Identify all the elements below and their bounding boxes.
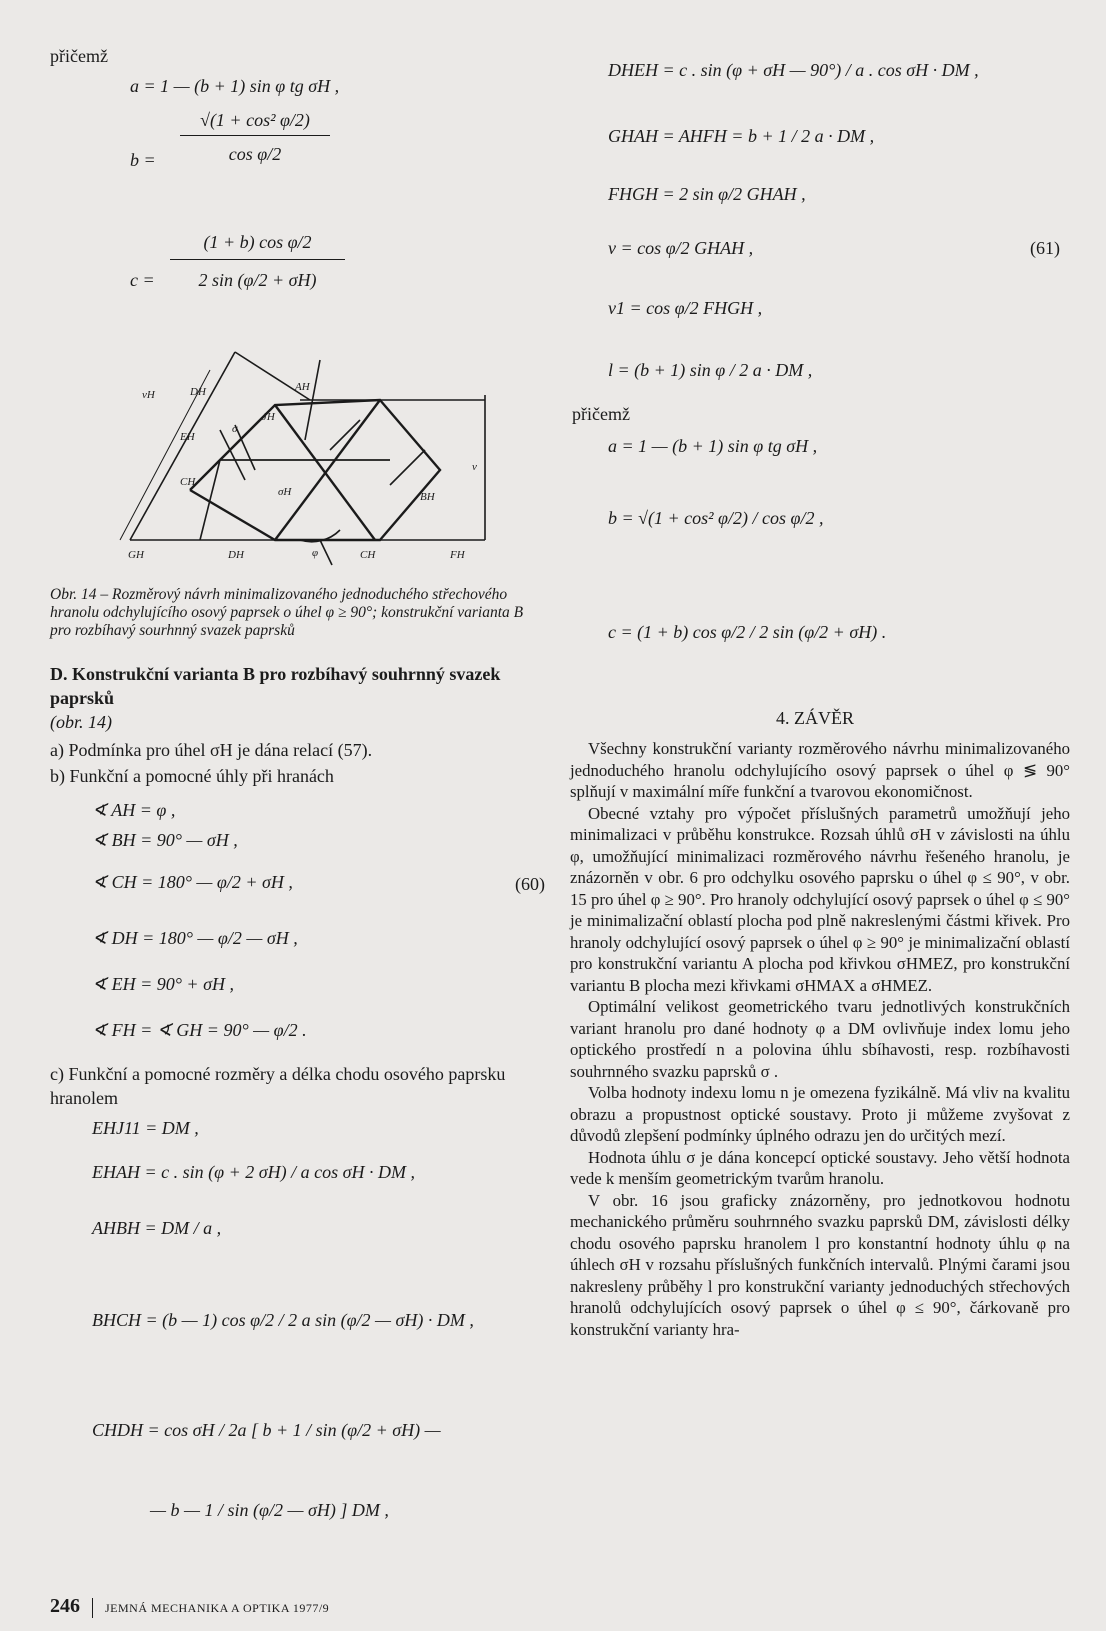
fig-prism bbox=[190, 400, 440, 540]
angle-eh: ∢ EH = 90° + σH , bbox=[92, 974, 234, 994]
fig-label-bh: BH bbox=[420, 491, 435, 503]
angle-bh: ∢ BH = 90° — σH , bbox=[92, 830, 238, 850]
obr14-ref: (obr. 14) bbox=[50, 712, 112, 732]
zaver-para-4: Volba hodnoty indexu lomu n je omezena fyzikálně. Má vliv na kvalitu obrazu a propustnost optické soustavy. Proto ji můžeme zvyšovat z důvodů zlepšení podmínky úplného odrazu jen do určitých mezí. bbox=[570, 1083, 1070, 1145]
item-a: a) Podmínka pro úhel σH je dána relací (57). bbox=[50, 740, 373, 760]
fig-line bbox=[320, 540, 332, 565]
fig-ray bbox=[235, 425, 255, 470]
fig-ray bbox=[390, 450, 425, 485]
angle-ah: ∢ AH = φ , bbox=[92, 800, 176, 820]
eq61-fhgh: FHGH = 2 sin φ/2 GHAH , bbox=[608, 184, 806, 204]
zaver-para-1: Všechny konstrukční varianty rozměrového návrhu minimalizovaného jednoduchého hranolu odchylujícího osový paprsek o úhel φ ≶ 90° splňují v maximální míře funkční a tvarovou ekonomičnost. bbox=[570, 739, 1070, 801]
fig-label-ch2: CH bbox=[360, 549, 376, 561]
fig-label-v: v bbox=[472, 461, 477, 473]
eqno-61: (61) bbox=[1030, 238, 1060, 258]
dim-ahbh: AHBH = DM / a , bbox=[92, 1218, 222, 1238]
fig-label-sigmah: σH bbox=[278, 486, 292, 498]
eq61-dheh: DHEH = c . sin (φ + σH — 90°) / a . cos σH · DM , bbox=[608, 60, 979, 80]
eq61-v: v = cos φ/2 GHAH , bbox=[608, 238, 754, 258]
fig-label-fh: FH bbox=[450, 549, 465, 561]
dim-chdh-cont: — b — 1 / sin (φ/2 — σH) ] DM , bbox=[150, 1500, 389, 1520]
fig-label-eh: EH bbox=[180, 431, 195, 443]
angle-fh-gh: ∢ FH = ∢ GH = 90° — φ/2 . bbox=[92, 1020, 307, 1040]
item-b: b) Funkční a pomocné úhly při hranách bbox=[50, 766, 334, 786]
right-eq-a: a = 1 — (b + 1) sin φ tg σH , bbox=[608, 436, 818, 456]
right-eq-c: c = (1 + b) cos φ/2 / 2 sin (φ/2 + σH) . bbox=[608, 622, 887, 642]
figure-14-diagram bbox=[80, 340, 520, 580]
fig-label-ch: CH bbox=[180, 476, 196, 488]
footer-divider bbox=[92, 1598, 93, 1618]
left-pricemz: přičemž bbox=[50, 46, 108, 66]
angle-dh: ∢ DH = 180° — φ/2 — σH , bbox=[92, 928, 298, 948]
eq61-v1: v1 = cos φ/2 FHGH , bbox=[608, 298, 763, 318]
dim-bhch: BHCH = (b — 1) cos φ/2 / 2 a sin (φ/2 — σH) · DM , bbox=[92, 1310, 474, 1330]
left-eq-c-lhs: c = bbox=[130, 270, 155, 290]
heading-d: D. Konstrukční varianta B pro rozbíhavý souhrnný svazek paprsků bbox=[50, 664, 501, 708]
zaver-para-2: Obecné vztahy pro výpočet příslušných parametrů umožňují jeho minimalizaci v průběhu konstrukce. Rozsah úhlů σH v závislosti na úhlu φ, umožňující minimalizaci rozměrového návrhu řešeného hranolu, je znázorněn v obr. 6 pro odchylku osového paprsku o úhel φ ≤ 90°, v obr. 15 pro úhel φ ≥ 90°. Pro hranoly odchylující osový paprsek o úhel φ ≤ 90° je minimalizační oblastí plocha pod plně nakreslenými částmi křivek. Pro hranoly odchylující osový paprsek o úhel φ ≥ 90° je minimalizační oblastí pro konstrukční variantu A plocha pod křivkou σHMEZ, pro konstrukční variantu B plocha mezi křivkami σHMAX a σHMEZ. bbox=[570, 803, 1071, 995]
fig-label-gh: GH bbox=[128, 549, 144, 561]
fig-label-jh: JH bbox=[262, 411, 275, 423]
zaver-text bbox=[570, 738, 1070, 1340]
dim-ehah: EHAH = c . sin (φ + 2 σH) / a cos σH · DM , bbox=[92, 1162, 415, 1182]
fig-label-vh: vH bbox=[142, 389, 155, 401]
zaver-para-3: Optimální velikost geometrického tvaru jednotlivých konstrukčních variant hranolu pro dané hodnoty φ a DM ovlivňuje index lomu jeho optického prostředí n a polovina úhlu sbíhavosti, resp. rozbíhavosti souhrnného svazku paprsků σ . bbox=[570, 997, 1070, 1081]
fig-label-ah: AH bbox=[295, 381, 310, 393]
figure-14-caption: Obr. 14 – Rozměrový návrh minimalizovaného jednoduchého střechového hranolu odchylujícího osový paprsek o úhel φ ≥ 90°; konstrukční varianta B pro rozbíhavý sourhnný svazek paprsků bbox=[50, 586, 524, 639]
fig-line bbox=[200, 460, 220, 540]
left-eq-b-lhs: b = bbox=[130, 150, 156, 170]
item-c: c) Funkční a pomocné rozměry a délka chodu osového paprsku hranolem bbox=[50, 1064, 506, 1108]
dim-chdh: CHDH = cos σH / 2a [ b + 1 / sin (φ/2 + σH) — bbox=[92, 1420, 441, 1440]
fig-label-dh2: DH bbox=[228, 549, 244, 561]
fig-line bbox=[275, 400, 380, 540]
dim-ehj11: EHJ11 = DM , bbox=[92, 1118, 199, 1138]
left-eq-a: a = 1 — (b + 1) sin φ tg σH , bbox=[130, 76, 340, 96]
fig-line bbox=[130, 352, 235, 540]
zaver-para-6: V obr. 16 jsou graficky znázorněny, pro jednotkovou hodnotu mechanického průměru souhrnného svazku paprsků DM, závislosti délky chodu osového paprsku hranolem l pro konstantní hodnoty úhlu φ na úhlech σH v rozsahu příslušných funkčních intervalů. Plnými čarami jsou nakresleny průběhy l pro konstrukční varianty jednoduchých střechových hranolů odchylujících osový paprsek o úhel φ ≤ 90°, čárkovaně pro konstrukční varianty hra- bbox=[570, 1190, 1070, 1339]
fig-label-sigma: σ bbox=[232, 423, 238, 435]
fig-label-phi: φ bbox=[312, 547, 319, 559]
left-eq-c-num: (1 + b) cos φ/2 bbox=[170, 232, 345, 260]
journal-title: JEMNÁ MECHANIKA A OPTIKA 1977/9 bbox=[105, 1600, 330, 1615]
left-eq-c-den: 2 sin (φ/2 + σH) bbox=[198, 270, 317, 290]
page-number: 246 bbox=[50, 1595, 80, 1617]
section-zaver: 4. ZÁVĚR bbox=[776, 708, 854, 728]
left-eq-b-num: √(1 + cos² φ/2) bbox=[180, 110, 330, 136]
right-eq-b: b = √(1 + cos² φ/2) / cos φ/2 , bbox=[608, 508, 824, 528]
zaver-para-5: Hodnota úhlu σ je dána koncepcí optické soustavy. Jeho větší hodnota vede k menším geometrickým tvarům hranolu. bbox=[570, 1147, 1070, 1188]
fig-label-dh: DH bbox=[190, 386, 206, 398]
right-pricemz: přičemž bbox=[572, 404, 630, 424]
eq61-ghah: GHAH = AHFH = b + 1 / 2 a · DM , bbox=[608, 126, 875, 146]
footer bbox=[50, 1595, 329, 1618]
left-eq-b-den: cos φ/2 bbox=[228, 144, 282, 164]
eqno-60: (60) bbox=[515, 874, 545, 894]
angle-ch: ∢ CH = 180° — φ/2 + σH , bbox=[92, 872, 293, 892]
eq61-l: l = (b + 1) sin φ / 2 a · DM , bbox=[608, 360, 813, 380]
